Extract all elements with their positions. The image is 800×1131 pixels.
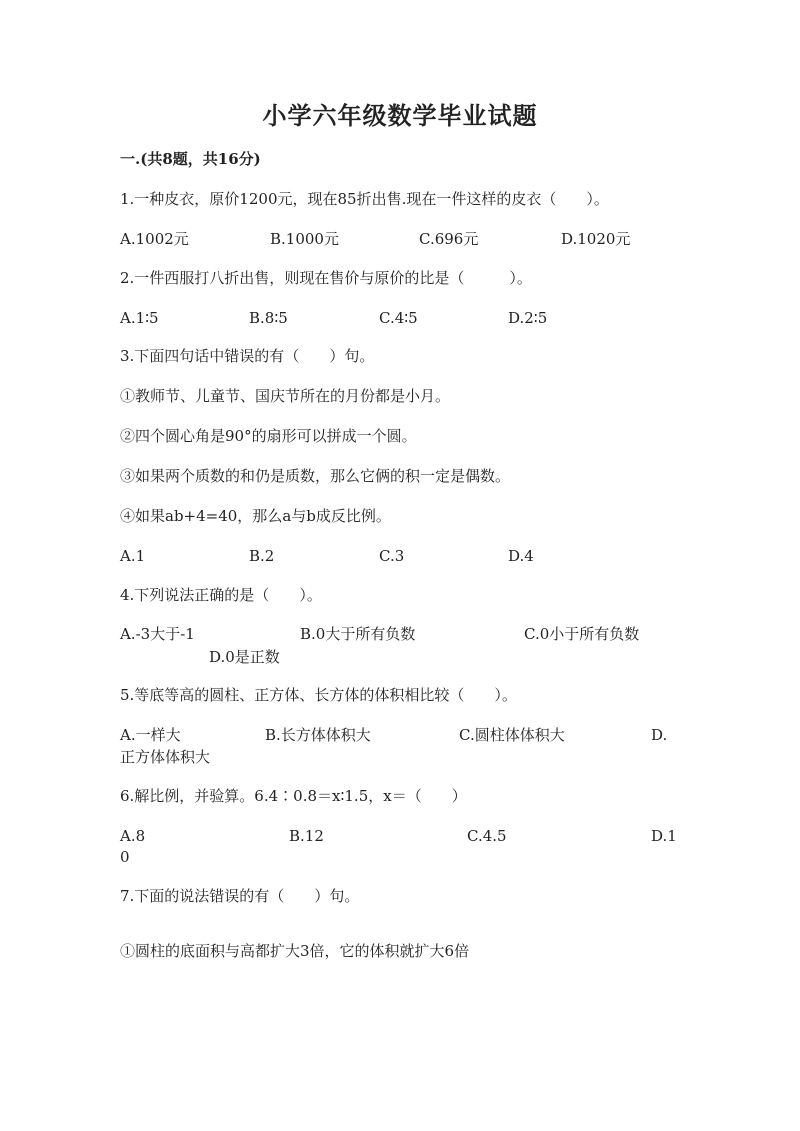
question-3: 3.下面四句话中错误的有（ ）句。 bbox=[120, 347, 375, 365]
question-4: 4.下列说法正确的是（ ）。 bbox=[120, 586, 322, 604]
q6-option-a: A.8 bbox=[120, 827, 146, 845]
q4-option-d: D.0是正数 bbox=[209, 648, 280, 666]
q3-option-a: A.1 bbox=[120, 547, 146, 565]
q4-option-c: C.0小于所有负数 bbox=[524, 625, 640, 643]
question-2: 2.一件西服打八折出售，则现在售价与原价的比是（ ）。 bbox=[120, 269, 532, 287]
q1-option-d: D.1020元 bbox=[561, 230, 631, 248]
q3-option-c: C.3 bbox=[379, 547, 405, 565]
q3-statement-2: ②四个圆心角是90°的扇形可以拼成一个圆。 bbox=[120, 427, 417, 445]
q1-option-a: A.1002元 bbox=[120, 230, 189, 248]
q6-option-d: D.1 bbox=[651, 827, 677, 845]
q3-statement-3: ③如果两个质数的和仍是质数，那么它俩的积一定是偶数。 bbox=[120, 467, 511, 485]
q5-option-d-wrap: 正方体体积大 bbox=[120, 748, 211, 766]
q5-option-d: D. bbox=[651, 726, 668, 744]
q1-option-b: B.1000元 bbox=[270, 230, 339, 248]
question-6: 6.解比例，并验算。6.4∶0.8＝x∶1.5，x＝（ ） bbox=[120, 787, 467, 805]
q2-option-d: D.2∶5 bbox=[508, 309, 548, 327]
q7-statement-1: ①圆柱的底面积与高都扩大3倍，它的体积就扩大6倍 bbox=[120, 942, 470, 960]
q2-option-b: B.8∶5 bbox=[249, 309, 288, 327]
q2-option-a: A.1∶5 bbox=[120, 309, 159, 327]
section-heading: 一.(共8题，共16分) bbox=[120, 150, 261, 168]
q5-option-b: B.长方体体积大 bbox=[265, 726, 371, 744]
q6-option-b: B.12 bbox=[289, 827, 324, 845]
page-title: 小学六年级数学毕业试题 bbox=[262, 101, 538, 130]
q2-option-c: C.4∶5 bbox=[379, 309, 418, 327]
q5-option-a: A.一样大 bbox=[120, 726, 181, 744]
q5-option-c: C.圆柱体体积大 bbox=[459, 726, 565, 744]
q6-option-d-wrap: 0 bbox=[120, 848, 130, 866]
q4-option-b: B.0大于所有负数 bbox=[300, 625, 416, 643]
q3-option-b: B.2 bbox=[249, 547, 275, 565]
q3-option-d: D.4 bbox=[508, 547, 534, 565]
q6-option-c: C.4.5 bbox=[467, 827, 507, 845]
question-5: 5.等底等高的圆柱、正方体、长方体的体积相比较（ ）。 bbox=[120, 686, 517, 704]
q1-option-c: C.696元 bbox=[419, 230, 479, 248]
q4-option-a: A.-3大于-1 bbox=[120, 625, 195, 643]
q3-statement-1: ①教师节、儿童节、国庆节所在的月份都是小月。 bbox=[120, 387, 451, 405]
q3-statement-4: ④如果ab+4=40，那么a与b成反比例。 bbox=[120, 507, 391, 525]
question-1: 1.一种皮衣，原价1200元，现在85折出售.现在一件这样的皮衣（ ）。 bbox=[120, 190, 609, 208]
question-7: 7.下面的说法错误的有（ ）句。 bbox=[120, 887, 360, 905]
